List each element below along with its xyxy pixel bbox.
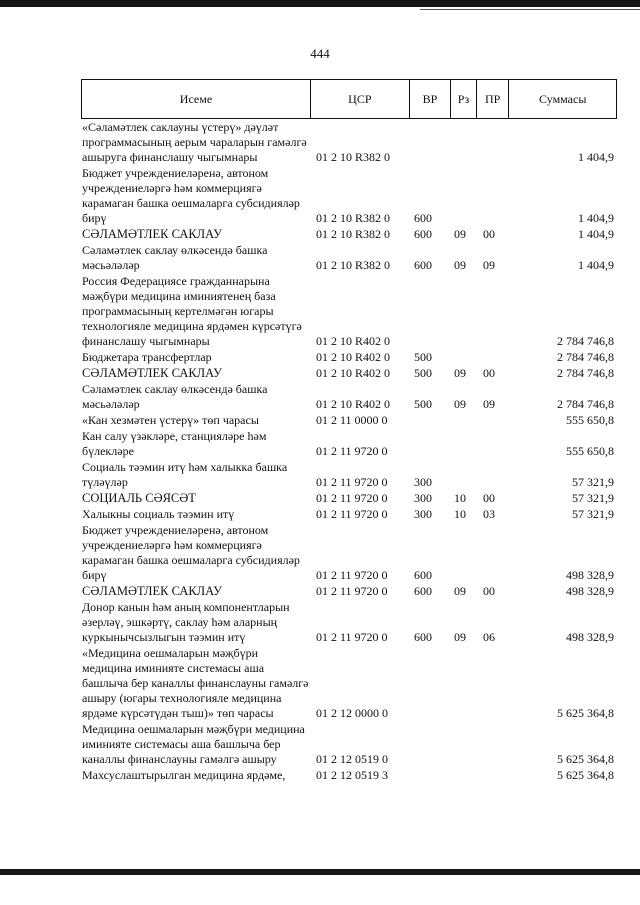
- row-csr: 01 2 10 R382 0: [316, 227, 391, 241]
- row-csr: 01 2 12 0000 0: [316, 706, 388, 720]
- column-header-vr: ВР: [409, 80, 450, 118]
- table-row: [81, 584, 617, 599]
- row-name: Кан салу үзәкләре, станцияләре һәм бүлекләре: [82, 429, 267, 458]
- row-csr: 01 2 11 9720 0: [316, 568, 388, 582]
- row-rz: 09: [454, 397, 466, 411]
- row-name: Сәламәтлек саклау өлкәсендә башка мәсьәләләр: [82, 243, 268, 272]
- row-rz: 10: [454, 507, 466, 521]
- row-name: Донор канын һәм аның компонентларын әзерләү, эшкәртү, саклау һәм аларның куркынычсызлыгын тәэмин итү: [82, 600, 290, 644]
- row-sum: 5 625 364,8: [557, 752, 614, 766]
- row-vr: 600: [414, 584, 432, 598]
- row-vr: 500: [414, 366, 432, 380]
- row-sum: 1 404,9: [578, 150, 614, 164]
- top-scan-line: [420, 9, 640, 10]
- table-row: [81, 646, 617, 721]
- top-scan-border: [0, 0, 640, 7]
- row-csr: 01 2 11 9720 0: [316, 584, 388, 598]
- row-name: СОЦИАЛЬ СӘЯСӘТ: [82, 491, 196, 505]
- row-name: Бюджетара трансфертлар: [82, 350, 212, 364]
- table-row: [81, 460, 617, 490]
- row-csr: 01 2 10 R402 0: [316, 334, 391, 348]
- row-csr: 01 2 10 R382 0: [316, 211, 391, 225]
- bottom-scan-border: [0, 869, 640, 875]
- row-csr: 01 2 11 9720 0: [316, 491, 388, 505]
- row-name: Сәламәтлек саклау өлкәсендә башка мәсьәләләр: [82, 382, 268, 411]
- row-vr: 500: [414, 350, 432, 364]
- row-pr: 09: [483, 258, 495, 272]
- row-name: Бюджет учреждениеләренә, автоном учреждениеләргә һәм коммерциягә карамаган башка оешмаларга субсидияләр бирү: [82, 523, 300, 582]
- column-header-rz: Рз: [450, 80, 476, 118]
- table-row: [81, 120, 617, 165]
- table-row: [81, 274, 617, 349]
- row-vr: 600: [414, 568, 432, 582]
- table-row: [81, 722, 617, 767]
- row-csr: 01 2 10 R382 0: [316, 258, 391, 272]
- row-pr: 06: [483, 630, 495, 644]
- row-sum: 2 784 746,8: [557, 366, 614, 380]
- row-name: «Медицина оешмаларын мәҗбүри медицина иминияте системасы аша башлыча бер каналлы финанслауны гамәлгә ашыру (югары технологияле медицина ярдәме күрсәтүдән тыш)» төп чарасы: [82, 646, 309, 720]
- row-rz: 10: [454, 491, 466, 505]
- column-header-name: Исеме: [179, 91, 213, 106]
- row-rz: 09: [454, 584, 466, 598]
- row-csr: 01 2 11 9720 0: [316, 444, 388, 458]
- row-vr: 600: [414, 211, 432, 225]
- row-name: СӘЛАМӘТЛЕК САКЛАУ: [82, 584, 222, 598]
- row-sum: 555 650,8: [566, 444, 614, 458]
- table-row: [81, 507, 617, 522]
- row-vr: 600: [414, 630, 432, 644]
- row-pr: 00: [483, 584, 495, 598]
- table-row: [81, 243, 617, 273]
- table-body: [81, 120, 617, 783]
- row-sum: 1 404,9: [578, 211, 614, 225]
- budget-table: [81, 79, 617, 783]
- row-name: Халыкны социаль тәэмин итү: [82, 507, 235, 521]
- row-vr: 500: [414, 397, 432, 411]
- row-pr: 03: [483, 507, 495, 521]
- row-csr: 01 2 10 R402 0: [316, 366, 391, 380]
- row-sum: 2 784 746,8: [557, 397, 614, 411]
- row-csr: 01 2 10 R402 0: [316, 397, 391, 411]
- table-row: [81, 429, 617, 459]
- table-row: [81, 227, 617, 242]
- row-csr: 01 2 10 R402 0: [316, 350, 391, 364]
- row-sum: 498 328,9: [566, 630, 614, 644]
- table-row: [81, 366, 617, 381]
- table-row: [81, 491, 617, 506]
- row-name: СӘЛАМӘТЛЕК САКЛАУ: [82, 366, 222, 380]
- row-vr: 600: [414, 227, 432, 241]
- row-name: «Кан хезмәтен үстерү» төп чарасы: [82, 413, 259, 427]
- row-pr: 00: [483, 491, 495, 505]
- row-name: Бюджет учреждениеләренә, автоном учреждениеләргә һәм коммерциягә карамаган башка оешмаларга субсидияләр бирү: [82, 166, 300, 225]
- row-vr: 300: [414, 475, 432, 489]
- row-name: СӘЛАМӘТЛЕК САКЛАУ: [82, 227, 222, 241]
- row-sum: 498 328,9: [566, 568, 614, 582]
- table-header: [81, 79, 617, 119]
- row-name: «Сәламәтлек саклауны үстерү» дәүләт программасының аерым чараларын гамәлгә ашыруга финанслашу чыгымнары: [82, 120, 307, 164]
- table-row: [81, 600, 617, 645]
- row-pr: 09: [483, 397, 495, 411]
- row-csr: 01 2 11 9720 0: [316, 507, 388, 521]
- table-row: [81, 768, 617, 783]
- row-csr: 01 2 10 R382 0: [316, 150, 391, 164]
- column-header-sum: Суммасы: [508, 80, 616, 118]
- row-name: Россия Федерациясе гражданнарына мәҗбүри медицина иминиятенең база программасының кертелмәгән югары технологияле медицина ярдәмен күрсәтүгә финанслашу чыгымнары: [82, 274, 302, 348]
- row-sum: 1 404,9: [578, 227, 614, 241]
- row-sum: 57 321,9: [572, 475, 614, 489]
- row-csr: 01 2 12 0519 3: [316, 768, 388, 782]
- row-sum: 5 625 364,8: [557, 768, 614, 782]
- row-vr: 600: [414, 258, 432, 272]
- row-sum: 498 328,9: [566, 584, 614, 598]
- row-name: Медицина оешмаларын мәҗбүри медицина иминияте системасы аша башлыча бер каналлы финанслауны гамәлгә ашыру: [82, 722, 305, 766]
- page-number: 444: [310, 46, 330, 61]
- row-rz: 09: [454, 258, 466, 272]
- table-row: [81, 523, 617, 583]
- row-rz: 09: [454, 630, 466, 644]
- column-header-csr: ЦСР: [310, 80, 409, 118]
- row-pr: 00: [483, 227, 495, 241]
- column-header-pr: ПР: [476, 80, 509, 118]
- table-row: [81, 350, 617, 365]
- row-sum: 57 321,9: [572, 491, 614, 505]
- row-rz: 09: [454, 366, 466, 380]
- row-sum: 1 404,9: [578, 258, 614, 272]
- table-row: [81, 166, 617, 226]
- row-csr: 01 2 12 0519 0: [316, 752, 388, 766]
- row-vr: 300: [414, 491, 432, 505]
- table-row: [81, 413, 617, 428]
- row-csr: 01 2 11 9720 0: [316, 475, 388, 489]
- row-csr: 01 2 11 0000 0: [316, 413, 388, 427]
- row-vr: 300: [414, 507, 432, 521]
- row-sum: 2 784 746,8: [557, 334, 614, 348]
- row-name: Социаль тәэмин итү һәм халыкка башка түләүләр: [82, 460, 288, 489]
- row-sum: 5 625 364,8: [557, 706, 614, 720]
- row-sum: 555 650,8: [566, 413, 614, 427]
- row-pr: 00: [483, 366, 495, 380]
- table-row: [81, 382, 617, 412]
- row-sum: 57 321,9: [572, 507, 614, 521]
- row-csr: 01 2 11 9720 0: [316, 630, 388, 644]
- row-name: Махсуслаштырылган медицина ярдәме,: [82, 768, 286, 782]
- row-sum: 2 784 746,8: [557, 350, 614, 364]
- row-rz: 09: [454, 227, 466, 241]
